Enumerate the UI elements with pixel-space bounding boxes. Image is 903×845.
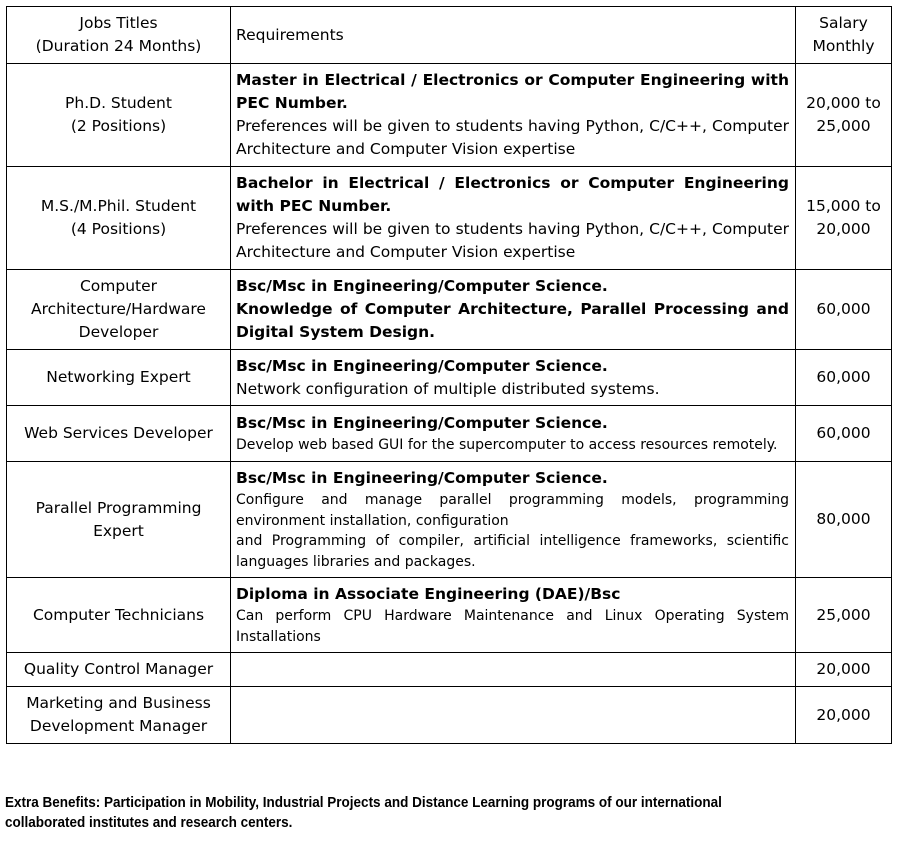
table-row xyxy=(7,167,892,270)
salary-value: 25,000 xyxy=(816,605,871,624)
job-title-cell xyxy=(7,270,231,350)
job-positions: (4 Positions) xyxy=(70,220,167,238)
requirements-cell xyxy=(231,350,796,406)
requirement-details: Configure and manage parallel programming models, programming environment installation, configuration xyxy=(236,492,789,529)
salary-value: 80,000 xyxy=(816,510,871,528)
jobs-table xyxy=(6,6,892,744)
job-title-cell xyxy=(7,64,231,167)
job-title: M.S./M.Phil. Student xyxy=(40,197,197,215)
table-row xyxy=(7,350,892,406)
header-job-title-line1: Jobs Titles xyxy=(79,14,158,32)
table-row xyxy=(7,462,892,578)
table-row xyxy=(7,406,892,462)
salary-cell xyxy=(796,64,892,167)
job-title: Ph.D. Student xyxy=(65,94,172,112)
requirement-details: Preferences will be given to students having Python, C/C++, Computer Architecture and Computer Vision expertise xyxy=(236,220,789,261)
job-title-cell xyxy=(7,462,231,578)
job-title: Web Services Developer xyxy=(24,424,213,442)
requirement-qualification: Bsc/Msc in Engineering/Computer Science. xyxy=(236,356,608,375)
job-title: Computer Technicians xyxy=(32,605,205,624)
requirement-qualification: Diploma in Associate Engineering (DAE)/Bsc xyxy=(236,585,621,603)
extra-benefits-note: Extra Benefits: Participation in Mobility, Industrial Projects and Distance Learning programs of our international collaborated institutes and research centers. xyxy=(5,794,722,831)
header-job-title xyxy=(7,7,231,64)
requirements-cell xyxy=(231,64,796,167)
header-job-title-line2: (Duration 24 Months) xyxy=(35,37,202,55)
requirement-qualification: Bsc/Msc in Engineering/Computer Science. xyxy=(236,469,608,487)
requirement-qualification: Master in Electrical / Electronics or Computer Engineering with PEC Number. xyxy=(236,71,789,112)
job-title: Computer Architecture/Hardware Developer xyxy=(31,277,206,341)
requirement-qualification: Bachelor in Electrical / Electronics or Computer Engineering with PEC Number. xyxy=(236,174,789,215)
requirement-details-continued: and Programming of compiler, artificial intelligence frameworks, scientific languages libraries and packages. xyxy=(236,533,789,570)
salary-value: 60,000 xyxy=(816,424,871,442)
requirement-details: Network configuration of multiple distributed systems. xyxy=(236,379,660,398)
salary-value: 20,000 xyxy=(816,660,871,678)
table-header-row xyxy=(7,7,892,64)
salary-cell xyxy=(796,687,892,744)
table-row xyxy=(7,653,892,687)
requirement-qualification: Bsc/Msc in Engineering/Computer Science. xyxy=(236,277,608,295)
requirements-cell xyxy=(231,406,796,462)
salary-cell xyxy=(796,653,892,687)
salary-value: 20,000 to 25,000 xyxy=(806,94,881,135)
requirements-cell xyxy=(231,653,796,687)
job-title: Parallel Programming Expert xyxy=(35,498,202,540)
salary-cell xyxy=(796,350,892,406)
header-salary xyxy=(796,7,892,64)
table-row xyxy=(7,578,892,653)
salary-value: 20,000 xyxy=(816,705,871,724)
header-salary-line2: Monthly xyxy=(812,37,875,55)
salary-value: 60,000 xyxy=(816,300,871,318)
requirement-details: Preferences will be given to students having Python, C/C++, Computer Architecture and Computer Vision expertise xyxy=(236,117,789,158)
job-title-cell xyxy=(7,687,231,744)
requirements-cell xyxy=(231,578,796,653)
table-row xyxy=(7,64,892,167)
salary-cell xyxy=(796,578,892,653)
salary-value: 60,000 xyxy=(816,368,871,386)
table-row xyxy=(7,687,892,744)
job-title-cell xyxy=(7,167,231,270)
requirement-details: Develop web based GUI for the supercomputer to access resources remotely. xyxy=(236,436,778,453)
job-title: Marketing and Business Development Manager xyxy=(26,694,211,735)
requirement-qualification: Bsc/Msc in Engineering/Computer Science. xyxy=(236,413,608,432)
job-title: Quality Control Manager xyxy=(23,660,214,678)
requirements-cell xyxy=(231,462,796,578)
job-title-cell xyxy=(7,350,231,406)
requirement-details: Can perform CPU Hardware Maintenance and Linux Operating System Installations xyxy=(236,608,789,645)
header-salary-line1: Salary xyxy=(819,14,868,32)
job-title-cell xyxy=(7,406,231,462)
table-row xyxy=(7,270,892,350)
requirements-cell xyxy=(231,270,796,350)
requirements-cell xyxy=(231,167,796,270)
salary-cell xyxy=(796,270,892,350)
job-title-cell xyxy=(7,653,231,687)
header-requirements: Requirements xyxy=(231,7,796,64)
job-title: Networking Expert xyxy=(46,368,191,386)
requirements-cell xyxy=(231,687,796,744)
requirement-knowledge: Knowledge of Computer Architecture, Parallel Processing and Digital System Design. xyxy=(236,300,789,341)
salary-value: 15,000 to 20,000 xyxy=(806,197,881,238)
job-title-cell xyxy=(7,578,231,653)
salary-cell xyxy=(796,167,892,270)
salary-cell xyxy=(796,406,892,462)
salary-cell xyxy=(796,462,892,578)
job-positions: (2 Positions) xyxy=(70,117,167,135)
